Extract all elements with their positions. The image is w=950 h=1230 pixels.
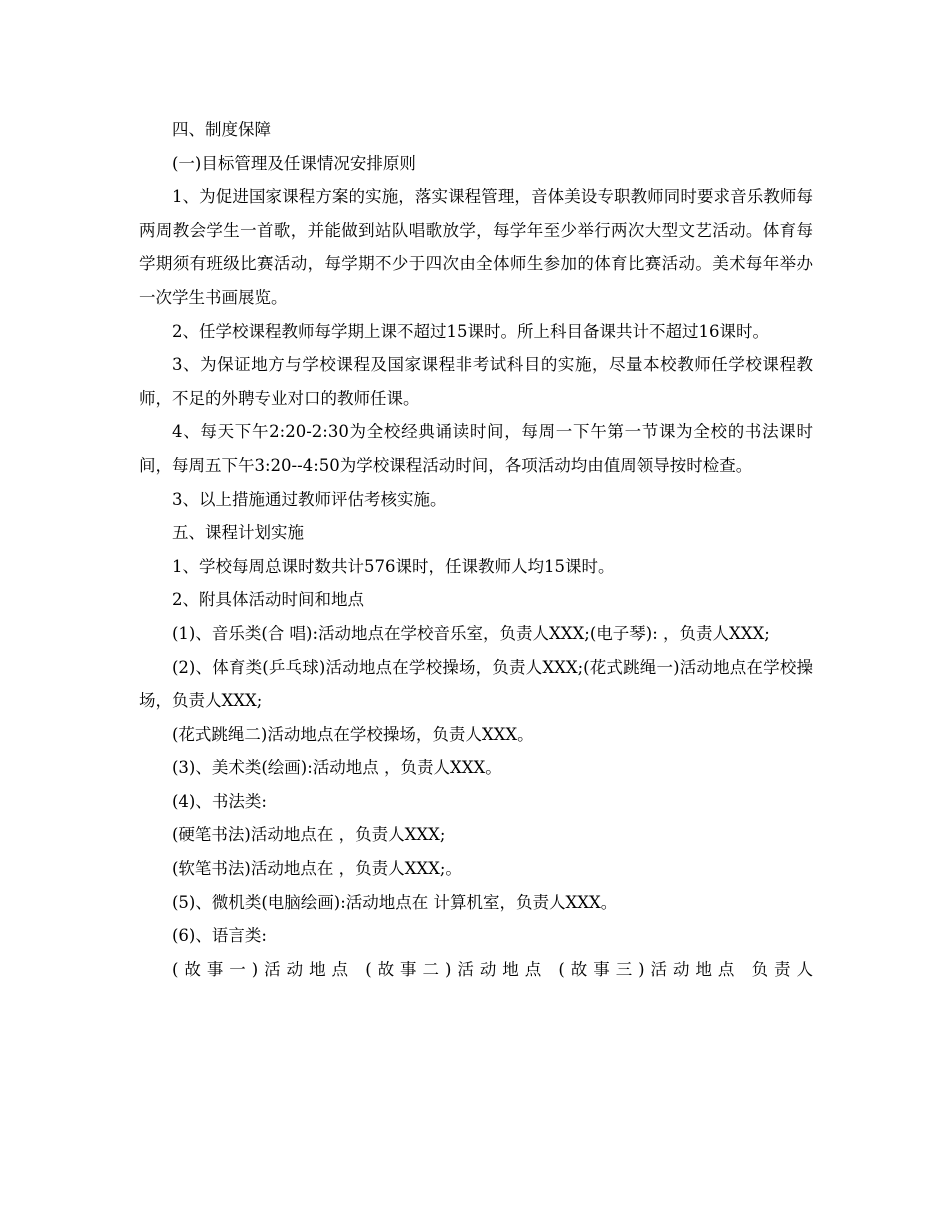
activity-brush: (软笔书法)活动地点在 ，负责人XXX;。 (172, 859, 462, 879)
paragraph-2: 2、任学校课程教师每学期上课不超过15课时。所上科目备课共计不超过16课时。 (172, 321, 769, 341)
subsection-heading-1: (一)目标管理及任课情况安排原则 (172, 153, 416, 173)
paragraph-6: 1、学校每周总课时数共计576课时，任课教师人均15课时。 (172, 556, 615, 576)
activity-stories: (故事一)活动地点 (故事二)活动地点 (故事三)活动地点 负责人 (172, 959, 813, 979)
activity-sports-rope-2: (花式跳绳二)活动地点在学校操场，负责人XXX。 (172, 724, 534, 744)
paragraph-5: 3、以上措施通过教师评估考核实施。 (172, 489, 447, 509)
activity-sports: (2)、体育类(乒乓球)活动地点在学校操场，负责人XXX;(花式跳绳一)活动地点在学校操场，负责人XXX; (139, 657, 813, 711)
paragraph-3: 3、为保证地方与学校课程及国家课程非考试科目的实施，尽量本校教师任学校课程教师，不足的外聘专业对口的教师任课。 (139, 355, 813, 408)
paragraph-1: 1、为促进国家课程方案的实施，落实课程管理，音体美设专职教师同时要求音乐教师每两周教会学生一首歌，并能做到站队唱歌放学，每学年至少举行两次大型文艺活动。体育每学期须有班级比赛活动，每学期不少于四次由全体师生参加的体育比赛活动。美术每年举办一次学生书画展览。 (139, 187, 813, 307)
section-heading-4: 四、制度保障 (172, 120, 271, 139)
activity-music: (1)、音乐类(合 唱):活动地点在学校音乐室，负责人XXX;(电子琴): ，负责人XXX; (172, 623, 770, 643)
paragraph-4: 4、每天下午2:20-2:30为全校经典诵读时间，每周一下午第一节课为全校的书法课时间，每周五下午3:20--4:50为学校课程活动时间，各项活动均由值周领导按时检查。 (139, 422, 813, 475)
activity-calligraphy: (4)、书法类: (172, 791, 267, 811)
activity-computer: (5)、微机类(电脑绘画):活动地点在 计算机室，负责人XXX。 (172, 892, 618, 912)
paragraph-7: 2、附具体活动时间和地点 (172, 590, 364, 610)
section-heading-5: 五、课程计划实施 (172, 523, 304, 543)
document-body (139, 113, 813, 986)
activity-hard-pen: (硬笔书法)活动地点在 ，负责人XXX; (172, 825, 446, 845)
activity-language: (6)、语言类: (172, 926, 267, 946)
activity-art: (3)、美术类(绘画):活动地点 ，负责人XXX。 (172, 758, 502, 778)
